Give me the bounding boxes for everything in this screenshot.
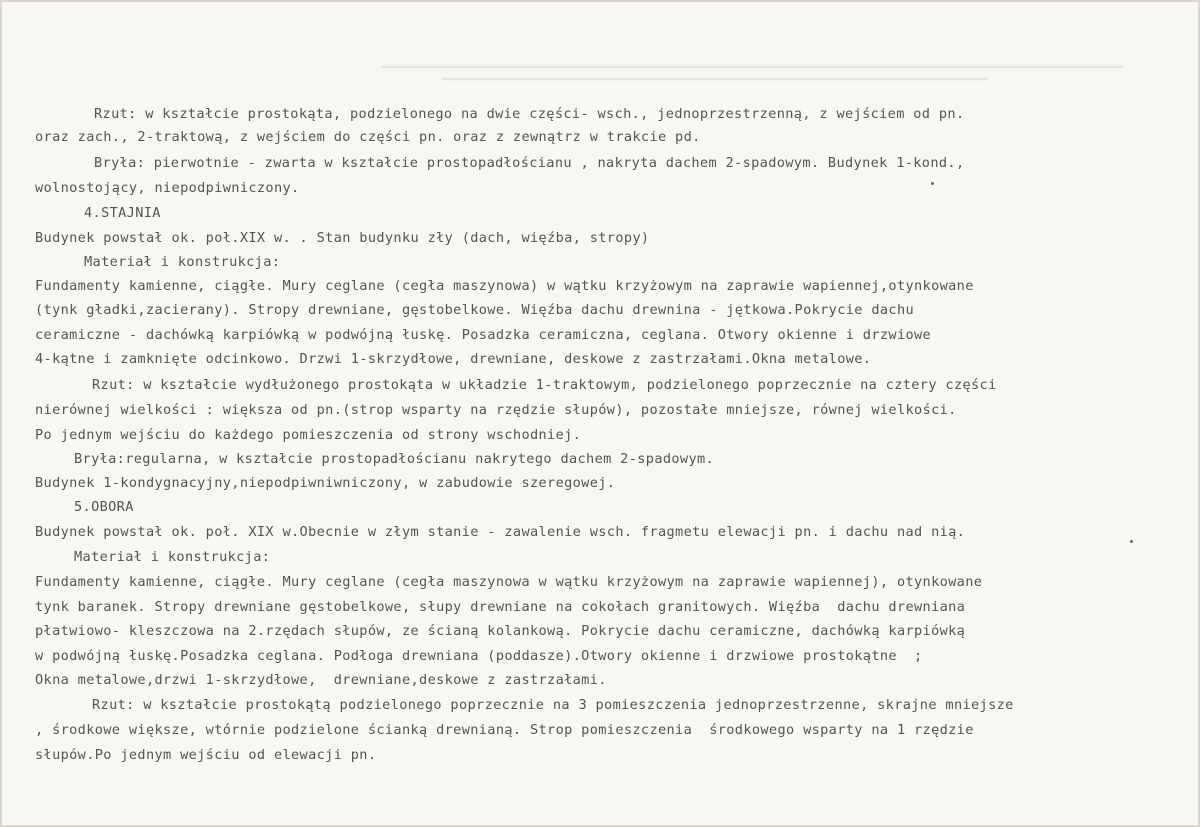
text-line: Fundamenty kamienne, ciągłe. Mury ceglane (cegła maszynowa w wątku krzyżowym na zaprawie wapiennej), otynkowane	[35, 574, 983, 590]
text-line: Rzut: w kształcie wydłużonego prostokąta w układzie 1-traktowym, podzielonego poprzecznie na cztery części	[92, 377, 997, 393]
section-heading: 5.OBORA	[74, 499, 134, 515]
text-line: 4-kątne i zamknięte odcinkowo. Drzwi 1-skrzydłowe, drewniane, deskowe z zastrzałami.Okna metalowe.	[35, 351, 872, 367]
text-line: Bryła:regularna, w kształcie prostopadłościanu nakrytego dachem 2-spadowym.	[74, 451, 715, 467]
section-heading: 4.STAJNIA	[84, 205, 161, 221]
text-line: w podwójną łuskę.Posadzka ceglana. Podłoga drewniana (poddasze).Otwory okienne i drzwiowe prostokątne ;	[35, 648, 923, 664]
text-line: ceramiczne - dachówką karpiówką w podwójną łuskę. Posadzka ceramiczna, ceglana. Otwory okienne i drzwiowe	[35, 327, 932, 343]
subheading: Materiał i konstrukcja:	[84, 254, 281, 270]
text-line: Rzut: w kształcie prostokąta, podzielonego na dwie części- wsch., jednoprzestrzenną, z wejściem od pn.	[94, 106, 965, 122]
text-line: oraz zach., 2-traktową, z wejściem do części pn. oraz z zewnątrz w trakcie pd.	[35, 129, 701, 145]
text-line: (tynk gładki,zacierany). Stropy drewniane, gęstobelkowe. Więźba dachu drewnina - jętkowa.Pokrycie dachu	[35, 302, 915, 318]
text-line: wolnostojący, niepodpiwniczony.	[35, 180, 300, 196]
text-line: Budynek powstał ok. poł.XIX w. . Stan budynku zły (dach, więźba, stropy)	[35, 230, 650, 246]
text-line: Budynek 1-kondygnacyjny,niepodpiwniwniczony, w zabudowie szeregowej.	[35, 475, 616, 491]
text-line: Okna metalowe,drzwi 1-skrzydłowe, drewniane,deskowe z zastrzałami.	[35, 672, 607, 688]
ink-speck	[1130, 540, 1133, 543]
text-line: Fundamenty kamienne, ciągłe. Mury ceglane (cegła maszynowa) w wątku krzyżowym na zaprawie wapiennej,otynkowane	[35, 278, 974, 294]
text-line: płatwiowo- kleszczowa na 2.rzędach słupów, ze ścianą kolankową. Pokrycie dachu ceramiczne, dachówką karpiówką	[35, 623, 966, 639]
text-line: Po jednym wejściu do każdego pomieszczenia od strony wschodniej.	[35, 427, 582, 443]
text-line: Budynek powstał ok. poł. XIX w.Obecnie w złym stanie - zawalenie wsch. fragmetu elewacji pn. i dachu nad nią.	[35, 524, 966, 540]
text-line: Bryła: pierwotnie - zwarta w kształcie prostopadłościanu , nakryta dachem 2-spadowym. Budynek 1-kond.,	[94, 155, 965, 171]
subheading: Materiał i konstrukcja:	[74, 549, 271, 565]
text-line: , środkowe większe, wtórnie podzielone ścianką drewnianą. Strop pomieszczenia środkowego wsparty na 1 rzędzie	[35, 722, 974, 738]
ink-speck	[931, 182, 934, 185]
text-line: słupów.Po jednym wejściu od elewacji pn.	[35, 747, 377, 763]
text-line: nierównej wielkości : większa od pn.(strop wsparty na rzędzie słupów), pozostałe mniejsze, równej wielkości.	[35, 402, 957, 418]
text-line: tynk baranek. Stropy drewniane gęstobelkowe, słupy drewniane na cokołach granitowych. Więźba dachu drewniana	[35, 599, 966, 615]
show-through-text	[382, 56, 1162, 96]
text-line: Rzut: w kształcie prostokątą podzielonego poprzecznie na 3 pomieszczenia jednoprzestrzenne, skrajne mniejsze	[92, 697, 1014, 713]
